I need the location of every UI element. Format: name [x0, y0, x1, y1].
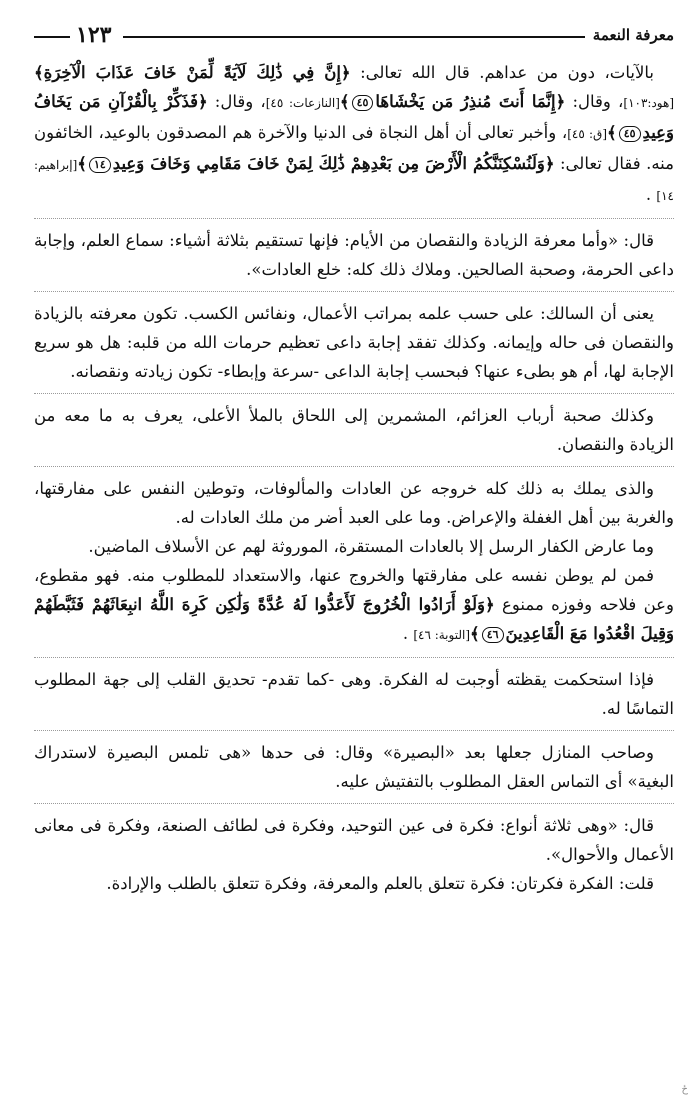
verse-number-marker: ٤٥ [619, 126, 641, 142]
page-number: ١٢٣ [76, 22, 112, 48]
body-text: . [645, 185, 657, 204]
verse-number-marker: ٤٦ [482, 627, 504, 643]
body-text: يعنى أن السالك: على حسب علمه بمراتب الأعمال، ونفائس الكسب. تكون معرفته بالزيادة والنقصان فى حاله وإيمانه. وكذلك تفقد إجابة داعى تعظيم حرمات الله من قلبه: هل هو سريع الإجابة لها، أم هو بطىء عنها؟ فبحسب إجابة الداعى -سرعة وإبطاء- تكون زيادته ونقصانه. [34, 304, 674, 381]
verse-reference: [النازعات: ٤٥] [265, 96, 340, 110]
paragraph [34, 811, 674, 869]
paragraph [34, 474, 674, 532]
section-separator [34, 393, 674, 394]
section-separator [34, 803, 674, 804]
body-text: والذى يملك به ذلك كله خروجه عن العادات والمألوفات، وتوطين النفس على مفارقتها، والغربة بين أهل الغفلة والإعراض. وما على العبد أضر من ملك العادات له. [34, 479, 674, 527]
body-text: ، وأخبر تعالى أن أهل النجاة فى الدنيا والآخرة هم المصدقون بالوعيد، الخائفون منه. فقال تعالى: [34, 123, 674, 173]
text-body [34, 58, 674, 898]
verse-number-marker: ٤٥ [352, 95, 374, 111]
body-text: بالآيات، دون من عداهم. قال الله تعالى: [350, 63, 654, 82]
paragraph [34, 532, 674, 561]
body-text: وما عارض الكفار الرسل إلا بالعادات المستقرة، الموروثة لهم عن الأسلاف الماضين. [88, 537, 654, 556]
header-rule [123, 36, 584, 38]
body-text: قال: «وهى ثلاثة أنواع: فكرة فى عين التوحيد، وفكرة فى لطائف الصنعة، وفكرة فى معانى الأعمال والأحوال». [34, 816, 674, 864]
quran-verse: ﴾ [607, 123, 617, 142]
quran-verse: ﴾ [339, 92, 350, 111]
paragraph [34, 299, 674, 386]
paragraph [34, 58, 674, 211]
body-text: فمن لم يوطن نفسه على مفارقتها والخروج عنها، والاستعداد للمطلوب منه. فهو مقطوع، وعن فلاحه وفوزه ممنوع [34, 566, 674, 614]
verse-reference: [إبراهيم: ١٤] [34, 158, 674, 203]
section-separator [34, 218, 674, 219]
section-separator [34, 657, 674, 658]
body-text: فإذا استحكمت يقظته أوجبت له الفكرة. وهى -كما تقدم- تحديق القلب إلى جهة المطلوب التماسًا له. [34, 670, 674, 718]
quran-verse: ﴿وَلَوْ أَرَادُوا الْخُرُوجَ لَأَعَدُّوا لَهُ عُدَّةً وَلَٰكِن كَرِهَ اللَّهُ انبِعَاثَهُمْ فَثَبَّطَهُمْ وَقِيلَ اقْعُدُوا مَعَ الْقَاعِدِينَ [34, 595, 674, 643]
section-separator [34, 730, 674, 731]
quran-verse: ﴿فَذَكِّرْ بِالْقُرْآنِ مَن يَخَافُ وَعِيدِ [34, 92, 674, 142]
quran-verse: ﴿إِنَّمَا أَنتَ مُنذِرُ مَن يَخْشَاهَا [375, 92, 566, 111]
paragraph [34, 226, 674, 284]
quran-verse: ﴿إِنَّ فِي ذَٰلِكَ لَآيَةً لِّمَنْ خَافَ عَذَابَ الْآخِرَةِ﴾ [34, 63, 351, 82]
quran-verse: ﴾ [77, 154, 87, 173]
paragraph [34, 401, 674, 459]
body-text: . [402, 624, 414, 643]
section-separator [34, 291, 674, 292]
body-text: قال: «وأما معرفة الزيادة والنقصان من الأيام: فإنها تستقيم بثلاثة أشياء: سماع العلم، وإجابة داعى الحرمة، وصحبة الصالحين. وملاك ذلك كله: خلع العادات». [34, 231, 674, 279]
quran-verse: ﴿وَلَنُسْكِنَنَّكُمُ الْأَرْضَ مِن بَعْدِهِمْ ذَٰلِكَ لِمَنْ خَافَ مَقَامِي وَخَافَ وَعِيدِ [112, 154, 555, 173]
body-text: قلت: الفكرة فكرتان: فكرة تتعلق بالعلم والمعرفة، وفكرة تتعلق بالطلب والإرادة. [106, 874, 654, 893]
paragraph [34, 561, 674, 650]
verse-number-marker: ١٤ [89, 157, 111, 173]
verse-reference: [التوبة: ٤٦] [413, 628, 471, 642]
body-text: وكذلك صحبة أرباب العزائم، المشمرين إلى اللحاق بالملأ الأعلى، يعرف به ما معه من الزيادة والنقصان. [34, 406, 674, 454]
quran-verse: ﴾ [470, 624, 480, 643]
verse-reference: [هود:١٠٣] [623, 96, 675, 110]
verse-reference: [ق: ٤٥] [567, 127, 608, 141]
header-dash [34, 36, 70, 38]
page-header [34, 18, 674, 52]
section-separator [34, 466, 674, 467]
body-text: وصاحب المنازل جعلها بعد «البصيرة» وقال: فى حدها «هى تلمس البصيرة لاستدراك البغية» أى التماس العقل المطلوب بالتفتيش عليه. [34, 743, 674, 791]
body-text: ، وقال: [565, 92, 624, 111]
paragraph [34, 738, 674, 796]
body-text: ، وقال: [207, 92, 266, 111]
paragraph [34, 665, 674, 723]
running-title: معرفة النعمة [592, 26, 674, 44]
paragraph [34, 869, 674, 898]
footer-mark: ځ [681, 1084, 688, 1095]
